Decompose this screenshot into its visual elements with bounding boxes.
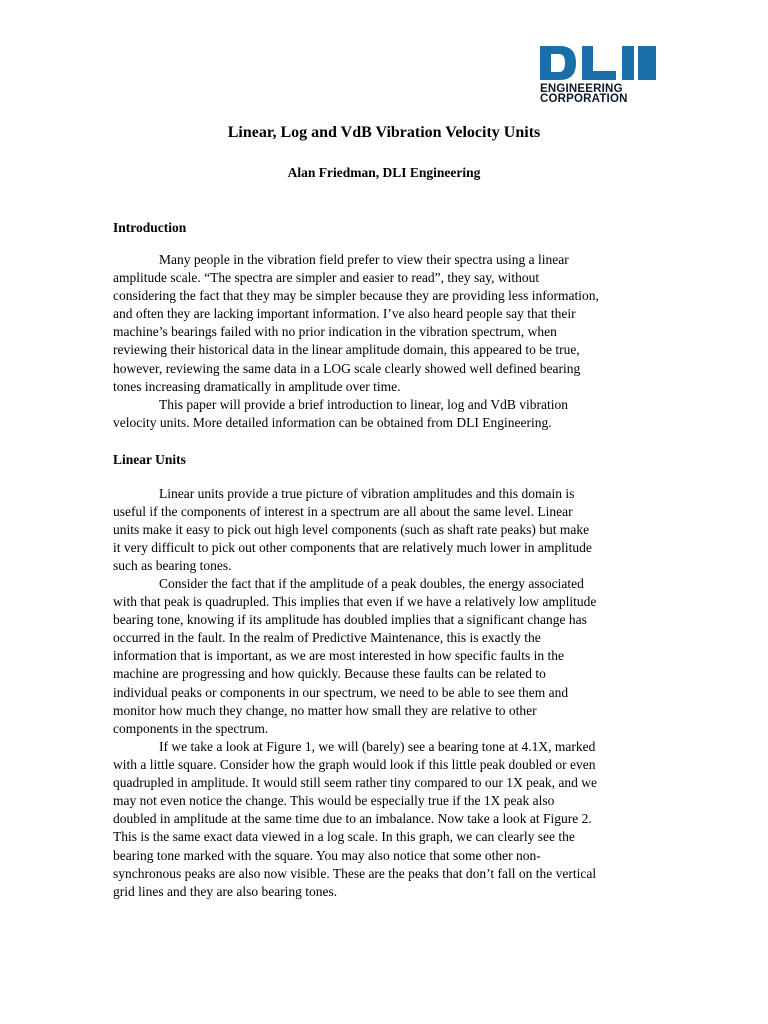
- text-line: bearing tone marked with the square. You may also notice that some other non-: [113, 847, 541, 863]
- author-line: Alan Friedman, DLI Engineering: [287, 165, 481, 180]
- text-line: Linear units provide a true picture of vibration amplitudes and this domain is: [159, 486, 575, 501]
- text-line: it very difficult to pick out other components that are relatively much lower in amplitude: [113, 540, 592, 556]
- dli-logo-mark: [538, 44, 658, 82]
- text-line: If we take a look at Figure 1, we will (barely) see a bearing tone at 4.1X, marked: [159, 739, 596, 754]
- text-line: individual peaks or components in our spectrum, we need to be able to see them and: [113, 684, 569, 700]
- text-line: monitor how much they change, no matter how small they are relative to other: [113, 702, 537, 718]
- text-line: This paper will provide a brief introduction to linear, log and VdB vibration: [159, 397, 568, 412]
- linear-units-paragraph-3: [113, 738, 661, 901]
- logo-corporation-text: CORPORATION: [540, 93, 628, 105]
- text-line: components in the spectrum.: [113, 720, 269, 736]
- text-line: synchronous peaks are also now visible. These are the peaks that don’t fall on the vertical: [113, 865, 597, 881]
- text-line: such as bearing tones.: [113, 558, 232, 574]
- text-line: quadrupled in amplitude. It would still seem rather tiny compared to our 1X peak, and we: [113, 775, 597, 791]
- linear-units-paragraph-2: [113, 575, 661, 738]
- text-line: useful if the components of interest in a spectrum are all about the same level. Linear: [113, 504, 573, 520]
- text-line: amplitude scale. “The spectra are simpler and easier to read”, they say, without: [113, 270, 540, 286]
- text-line: machine’s bearings failed with no prior indication in the vibration spectrum, when: [113, 324, 557, 340]
- text-line: information that is important, as we are most interested in how specific faults in the: [113, 648, 565, 664]
- text-line: however, reviewing the same data in a LOG scale clearly showed well defined bearing: [113, 360, 581, 376]
- document-title: Linear, Log and VdB Vibration Velocity Units: [227, 124, 541, 141]
- linear-units-heading: Linear Units: [113, 452, 186, 467]
- introduction-heading: Introduction: [113, 220, 187, 235]
- introduction-paragraph-2: [113, 396, 661, 432]
- text-line: Consider the fact that if the amplitude of a peak doubles, the energy associated: [159, 576, 584, 591]
- text-line: occurred in the fault. In the realm of Predictive Maintenance, this is exactly the: [113, 630, 541, 646]
- text-line: bearing tone, knowing if its amplitude has doubled implies that a significant change has: [113, 612, 587, 628]
- text-line: doubled in amplitude at the same time due to an imbalance. Now take a look at Figure 2.: [113, 811, 592, 827]
- text-line: considering the fact that they may be simpler because they are providing less information,: [113, 288, 599, 304]
- dli-logo: [538, 44, 658, 106]
- text-line: with a little square. Consider how the graph would look if this little peak doubled or even: [113, 757, 596, 773]
- text-line: reviewing their historical data in the linear amplitude domain, this appeared to be true,: [113, 342, 580, 358]
- text-line: and often they are lacking important information. I’ve also heard people say that their: [113, 306, 576, 322]
- introduction-paragraph-1: [113, 251, 661, 396]
- logo-engineering-text: ENGINEERING: [540, 83, 623, 95]
- text-line: velocity units. More detailed information can be obtained from DLI Engineering.: [113, 415, 552, 431]
- text-line: tones increasing dramatically in amplitude over time.: [113, 378, 401, 394]
- text-line: units make it easy to pick out high level components (such as shaft rate peaks) but make: [113, 522, 590, 538]
- text-line: Many people in the vibration field prefer to view their spectra using a linear: [159, 252, 569, 267]
- text-line: grid lines and they are also bearing tones.: [113, 883, 338, 899]
- text-line: This is the same exact data viewed in a log scale. In this graph, we can clearly see the: [113, 829, 575, 845]
- text-line: with that peak is quadrupled. This implies that even if we have a relatively low amplitude: [113, 594, 597, 610]
- text-line: machine are progressing and how quickly. Because these faults can be related to: [113, 666, 546, 682]
- linear-units-paragraph-1: [113, 485, 661, 575]
- text-line: may not even notice the change. This would be especially true if the 1X peak also: [113, 793, 555, 809]
